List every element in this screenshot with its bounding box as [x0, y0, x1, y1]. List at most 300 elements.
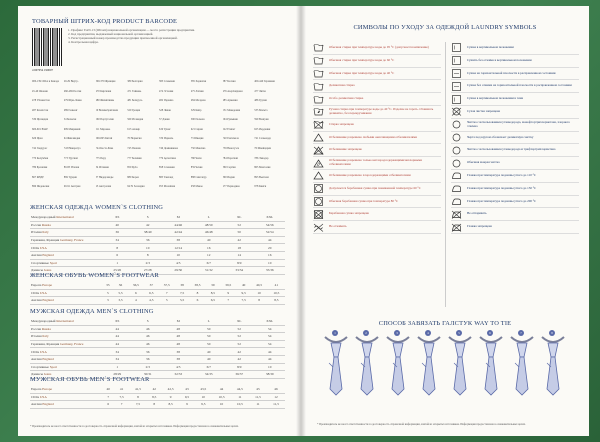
size-row-label: [30, 244, 102, 252]
size-cell: 44: [102, 340, 133, 348]
right-footnote: * Производитель не несет ответственности за достоверность справочной информации, взятой из открытых источников. Информация предоставлена в ознакомительных целях.: [317, 423, 526, 426]
size-cell: 42: [224, 236, 255, 244]
size-cell: 44: [102, 333, 133, 341]
barcode-note: 2. Код предприятия, выдаваемый национальной организацией.: [68, 32, 154, 36]
size-cell: 50: [224, 229, 255, 237]
size-cell: 42,5: [161, 386, 179, 393]
book-spine: [296, 6, 306, 436]
country-code-entry: 958 Макао: [190, 185, 203, 189]
size-label-ru: Международный: [31, 319, 57, 324]
country-code-entry: 478 Узбекистан: [32, 99, 50, 103]
no-bleach-icon: [313, 146, 324, 155]
tie-illustration-icon: [323, 333, 349, 397]
size-cell: 2/3: [133, 259, 164, 267]
size-cell: 50: [194, 333, 225, 341]
size-label-ru: Англия: [31, 357, 43, 362]
care-symbol-row: [451, 144, 579, 157]
size-cell: 9,5: [194, 401, 212, 409]
size-cell: 38: [163, 355, 194, 363]
care-symbol-text: Деликатная стирка: [329, 83, 355, 88]
care-symbol-text: Допускается барабанная сушка при пониженной температуре 60 °C: [329, 185, 421, 190]
size-cell: 8: [102, 244, 133, 252]
care-symbol-text: Обычная барабанная сушка при температуре 80 °C: [329, 198, 399, 203]
country-code-entry: 476 Азербайджан: [222, 89, 243, 93]
size-cell: 40,5: [250, 282, 267, 289]
size-cell: 48: [163, 340, 194, 348]
size-cell: 10: [133, 244, 164, 252]
size-label-en: International: [56, 319, 74, 324]
size-cell: 10: [194, 393, 212, 401]
country-code-entry: 599 Венгрия: [254, 118, 269, 122]
country-code-entry: 486 Грузия: [254, 99, 267, 103]
barcode-note: 4. Контрольная цифра.: [68, 40, 99, 44]
size-cell: 16: [255, 251, 286, 259]
drip-dry-icon: [451, 43, 462, 52]
size-cell: 33/34: [224, 267, 255, 275]
country-code-entry: 860 Сербия: [222, 166, 236, 170]
size-cell: 34: [102, 236, 133, 244]
size-cell: 42: [133, 221, 164, 229]
care-symbol-text: Черта под кругом обозначает деликатную чистку: [467, 134, 534, 139]
size-cell: 36: [133, 355, 164, 363]
womens-clothing-table: [30, 214, 285, 275]
size-cell: 46: [133, 325, 164, 333]
country-code-entry: 80-83 Италия: [63, 166, 80, 170]
country-code-entry: 743 Никарагуа: [63, 147, 81, 151]
barcode-number: 4 607054 190007: [32, 68, 53, 72]
size-cell: 42: [224, 348, 255, 356]
country-code-entry: 482 Украина: [159, 99, 174, 103]
size-cell: L: [194, 214, 225, 221]
country-code-entry: 858 Словакия: [159, 166, 175, 170]
size-cell: 52: [224, 333, 255, 341]
tie-title-ru: СПОСОБ ЗАВЯЗАТЬ ГАЛСТУК: [378, 320, 473, 327]
size-cell: S: [133, 214, 164, 221]
size-label-en: Jeans: [43, 372, 52, 377]
country-code-entry: 460-469 Россия: [63, 89, 82, 93]
country-code-entry: 780 Чили: [190, 156, 202, 160]
size-cell: 3: [102, 297, 114, 305]
care-symbol-row: [313, 208, 441, 221]
size-cell: 35: [102, 282, 114, 289]
size-row: [30, 259, 285, 267]
country-code-entry: 90-91 Австрия: [63, 185, 81, 189]
size-cell: 38/40: [133, 229, 164, 237]
size-cell: 8: [147, 401, 161, 409]
size-label-en: Russia: [41, 326, 51, 331]
size-cell: 7,5: [175, 289, 189, 297]
country-code-entry: 54 Бельгия: [63, 118, 77, 122]
size-cell: 40: [194, 348, 225, 356]
country-code-entry: 520 Греция: [127, 108, 140, 112]
size-label-ru: Англия: [31, 253, 43, 258]
country-code-entry: 474 Эстония: [159, 89, 174, 93]
size-label-en: England: [42, 298, 54, 303]
size-cell: 44: [212, 386, 230, 393]
care-symbol-text: Отбеливание разрешено только кислородсодержащими/нехлорными отбеливателями: [329, 158, 422, 167]
size-cell: 39: [206, 282, 220, 289]
care-symbols-right: [451, 42, 579, 234]
care-symbol-text: Ручная стирка при температуре воды до 40 °C. Изделие не тереть. Отжимать деликатно, без перекручивания: [329, 107, 434, 115]
care-symbol-text: Сушка в вертикальном положении в тени: [467, 96, 524, 101]
country-code-entry: 759 Венесуэла: [222, 147, 240, 151]
country-code-entry: 93 Австралия: [95, 185, 112, 189]
size-cell: 38: [163, 348, 194, 356]
size-cell: 8: [129, 393, 147, 401]
size-cell: 46: [133, 340, 164, 348]
size-cell: 10,5: [268, 289, 285, 297]
size-cell: 4: [127, 297, 144, 305]
size-row: [30, 325, 285, 333]
care-symbol-row: [451, 68, 579, 81]
size-cell: 5: [102, 289, 114, 297]
size-cell: 34: [102, 348, 133, 356]
size-cell: 4/5: [163, 363, 194, 371]
hand-wash-icon: [313, 107, 324, 116]
size-row-label: [30, 363, 102, 371]
care-symbol-text: Сушить без отжима в вертикальном положении: [467, 57, 532, 62]
size-cell: 39,5: [220, 282, 237, 289]
size-cell: 7,5: [129, 401, 147, 409]
size-cell: 11: [231, 393, 249, 401]
country-code-entry: 70 Норвегия: [127, 137, 142, 141]
size-label-en: Sport: [49, 364, 58, 369]
size-cell: 8/9: [224, 363, 255, 371]
tie-title-en: WAY TO TIE: [474, 320, 512, 327]
country-code-entry: 73 Швеция: [190, 137, 204, 141]
tie-step-number: 6: [487, 330, 493, 336]
country-code-entry: 560 Португалия: [95, 118, 114, 122]
size-cell: XS: [102, 214, 133, 221]
care-symbol-text: Отбеливание разрешено хлорсодержащими отбеливателями: [329, 172, 411, 177]
mens-clothing-heading: [30, 308, 154, 315]
mens-clothing-table: [30, 318, 285, 379]
care-symbol-text: Обычная стирка при температуре воды до 40 °C: [329, 70, 395, 75]
left-page: [18, 6, 301, 436]
size-cell: 7: [114, 401, 128, 409]
no-wring-icon: [313, 223, 324, 232]
country-code-entry: 479 Шри-Ланка: [63, 99, 82, 103]
size-label-ru: Спортивные: [31, 260, 50, 265]
tie-illustration-icon: [354, 333, 380, 397]
barcode-note: 3. Регистрационный номер производства продукции присвоенной организацией.: [68, 36, 178, 40]
size-cell: XXL: [255, 214, 286, 221]
care-symbol-row: [451, 221, 579, 234]
size-cell: 48/50: [194, 221, 225, 229]
care-symbol-text: Глажка при температуре подошвы утюга до 150 °C: [467, 185, 537, 190]
size-cell: 14: [224, 251, 255, 259]
size-row: [30, 393, 285, 401]
care-symbol-text: Глажка запрещена: [467, 224, 492, 229]
country-code-entry: 569 Исландия: [127, 118, 144, 122]
country-code-entry: 387 Босния: [222, 80, 236, 83]
iron-110-icon: [451, 171, 462, 180]
size-row-label: [30, 282, 102, 289]
wash-40-icon: [313, 69, 324, 78]
country-code-entry: 880 Корея: [127, 175, 139, 179]
size-cell: 46: [133, 333, 164, 341]
size-label-en: England: [42, 253, 54, 258]
size-row-label: [30, 348, 102, 356]
care-symbol-text: Не отжимать: [329, 224, 347, 229]
size-label-en: USA: [39, 245, 47, 250]
size-row: [30, 244, 285, 252]
size-cell: 9: [220, 289, 237, 297]
care-symbol-row: [451, 119, 579, 132]
size-cell: 6: [127, 289, 144, 297]
wash-60-icon: [313, 56, 324, 65]
tumble-low-icon: [313, 184, 324, 193]
country-code-entry: 741 Сальвадор: [254, 137, 272, 141]
size-cell: 8: [189, 289, 206, 297]
womens-footwear-title-en: WOMEN`S FOOTWEAR: [88, 272, 160, 279]
country-code-entry: 528 Ливан: [159, 108, 171, 112]
size-row-label: [30, 386, 102, 393]
country-code-entry: 977 Периодика: [222, 185, 240, 189]
size-cell: 6: [189, 297, 206, 305]
size-row-label: [30, 297, 102, 305]
size-row: [30, 229, 285, 237]
size-cell: 45: [249, 386, 267, 393]
tie-step-number: 4: [425, 330, 431, 336]
size-cell: 5,5: [175, 297, 189, 305]
country-code-entry: 786 Эквадор: [254, 156, 269, 160]
iron-200-icon: [451, 197, 462, 206]
country-code-entry: 489 Гонконг: [63, 108, 78, 112]
size-cell: 6,5: [206, 297, 220, 305]
size-cell: 8,5: [147, 393, 161, 401]
size-cell: 6,5: [145, 289, 159, 297]
size-row-label: [30, 333, 102, 341]
size-label-ru: Англия: [31, 402, 43, 407]
tie-step-number: 7: [518, 330, 524, 336]
country-code-entry: 626 Иран: [32, 137, 43, 141]
barcode-note: 1. Префикс EAN-13 (Штамп) национальной организации — место регистрации предприятия.: [68, 28, 195, 32]
country-code-entry: 899 Индонезия: [32, 185, 50, 189]
care-symbol-text: Сушка без отжима на горизонтальной плоскости в расправленном состоянии: [467, 83, 572, 88]
size-cell: 11: [249, 401, 267, 409]
size-row-label: [30, 325, 102, 333]
country-code-entry: 955 Малайзия: [159, 185, 176, 189]
size-cell: 36/37: [224, 371, 255, 379]
care-symbol-text: Сухая чистка запрещена: [467, 108, 501, 113]
size-cell: 50: [194, 325, 225, 333]
country-code-entry: 777 Боливия: [127, 156, 142, 160]
country-code-entry: 600-601 ЮАР: [32, 127, 48, 131]
size-cell: 4/5: [163, 259, 194, 267]
size-cell: 10: [163, 251, 194, 259]
country-code-entry: 744 Коста-Рика: [95, 147, 114, 151]
dry-flat-nowring-icon: [451, 82, 462, 91]
size-label-en: Europe: [42, 283, 53, 288]
mens-footwear-table: [30, 386, 285, 409]
care-symbol-row: [451, 170, 579, 183]
size-cell: 48: [163, 333, 194, 341]
bleach-oxygen-icon: [313, 159, 324, 168]
tie-illustration-icon: [478, 333, 504, 397]
care-symbol-text: Чистка с использованием углеводорода, монофтортрихлорметана, хлорного этилена: [467, 119, 570, 128]
country-code-entry: 380 Болгария: [127, 80, 143, 83]
country-code-entry: 383 Словения: [159, 80, 175, 83]
care-title-ru: СИМВОЛЫ ПО УХОДУ ЗА ОДЕЖДОЙ: [353, 24, 470, 31]
size-row: [30, 282, 285, 289]
care-symbol-row: [313, 42, 441, 55]
size-row-label: [30, 259, 102, 267]
size-cell: 8/9: [224, 259, 255, 267]
country-code-entry: 885 Таиланд: [159, 175, 174, 179]
size-cell: 11,5: [267, 401, 285, 409]
size-cell: 44: [255, 355, 286, 363]
country-code-entry: 471 Тайвань: [127, 89, 142, 93]
size-row: [30, 251, 285, 259]
size-cell: 48: [163, 325, 194, 333]
care-symbol-row: [313, 132, 441, 145]
size-label-ru: Россия: [31, 222, 42, 227]
country-code-entry: 622 Египет: [222, 127, 236, 131]
size-row: [30, 214, 285, 221]
iron-150-icon: [451, 184, 462, 193]
size-cell: 38: [163, 236, 194, 244]
size-label-en: International: [56, 215, 74, 220]
care-symbol-text: Глажка при температуре подошвы утюга до 110 °C: [467, 172, 537, 177]
size-label-en: Italy: [42, 230, 49, 235]
care-symbol-row: [451, 208, 579, 221]
size-label-ru: Европа: [31, 387, 43, 392]
care-symbol-row: [451, 93, 579, 106]
size-cell: 46: [267, 386, 285, 393]
size-label-ru: Европа: [31, 283, 43, 288]
tie-illustration-icon: [540, 333, 566, 397]
tie-step: [323, 333, 349, 397]
care-symbol-row: [313, 157, 441, 170]
size-row-label: [30, 289, 102, 297]
country-code-entry: 480 Филиппины: [95, 99, 115, 103]
size-cell: 36: [133, 348, 164, 356]
size-row: [30, 401, 285, 409]
country-code-entry: 94 Н. Зеландия: [127, 185, 145, 189]
country-code-entry: 84 Испания: [95, 166, 109, 170]
iron-forbidden-icon: [451, 223, 462, 232]
tie-step: [540, 333, 566, 397]
dryclean-any-icon: [451, 120, 462, 129]
size-cell: 1: [102, 363, 133, 371]
womens-clothing-title-ru: ЖЕНСКАЯ ОДЕЖДА: [30, 204, 94, 211]
size-label-en: USA: [39, 349, 47, 354]
care-divider: [445, 42, 446, 307]
size-cell: XXL: [255, 318, 286, 325]
care-symbol-row: [451, 196, 579, 209]
size-label-ru: Спортивные: [31, 364, 50, 369]
size-cell: 40: [102, 386, 114, 393]
tie-step-number: 5: [456, 330, 462, 336]
care-symbol-row: [451, 80, 579, 93]
country-code-entry: 729 Израиль: [159, 137, 174, 141]
size-cell: 6: [102, 401, 114, 409]
tie-illustration-icon: [416, 333, 442, 397]
country-code-entry: 484 Молдова: [190, 99, 206, 103]
size-cell: 12: [267, 393, 285, 401]
country-code-entry: 770 Колумбия: [32, 156, 49, 160]
country-code-entry: 535 Мальта: [254, 108, 268, 112]
country-code-entry: 740 Гватемала: [222, 137, 239, 141]
country-code-entry: 64 Финляндия: [63, 137, 81, 141]
barcode-heading: [32, 18, 177, 25]
size-label-ru: Джинсы: [31, 372, 44, 377]
tie-step-number: 2: [363, 330, 369, 336]
country-code-entry: 690-695 Китай: [95, 137, 113, 141]
size-cell: 3,5: [114, 297, 128, 305]
tie-illustration-icon: [447, 333, 473, 397]
country-code-entry: 385 Хорватия: [190, 80, 207, 83]
size-cell: 28/29: [102, 371, 133, 379]
care-symbol-row: [313, 93, 441, 106]
size-label-en: Sport: [49, 260, 58, 265]
size-cell: 6/7: [194, 363, 225, 371]
size-label-en: Europe: [42, 387, 53, 392]
womens-footwear-title-ru: ЖЕНСКАЯ ОБУВЬ: [30, 272, 87, 279]
size-cell: 37,5: [158, 282, 175, 289]
size-label-ru: Германия, Франция: [31, 238, 61, 243]
country-code-entry: 859 Чехия: [190, 166, 203, 170]
bleach-icon: [313, 133, 324, 142]
tie-illustration-icon: [385, 333, 411, 397]
tie-illustration-icon: [509, 333, 535, 397]
country-code-entry: 742 Гондурас: [32, 147, 48, 151]
country-code-entry: 000-139 США и Канада: [32, 80, 59, 83]
size-cell: 46/48: [194, 229, 225, 237]
size-cell: 29/30: [163, 267, 194, 275]
size-cell: 44: [255, 236, 286, 244]
care-title-en: LAUNDRY SYMBOLS: [471, 24, 537, 31]
care-symbol-row: [451, 183, 579, 196]
size-label-ru: США: [31, 394, 40, 399]
mens-footwear-title-en: MEN`S FOOTWEAR: [89, 376, 150, 383]
size-cell: 44: [255, 348, 286, 356]
size-cell: 18: [224, 244, 255, 252]
country-code-entry: 609 Маврикий: [63, 127, 81, 131]
size-cell: 8,5: [161, 401, 179, 409]
size-label-ru: Россия: [31, 326, 42, 331]
size-cell: L: [194, 318, 225, 325]
size-cell: 6: [102, 251, 133, 259]
size-cell: 12/14: [163, 244, 194, 252]
size-cell: 41: [114, 386, 128, 393]
size-cell: 38/39: [255, 371, 286, 379]
tie-step-number: 3: [394, 330, 400, 336]
care-symbol-text: Обычная стирка при температуре воды до 95 °C (допускается кипячение): [329, 44, 429, 49]
care-symbol-text: Не отпаривать: [467, 211, 487, 216]
size-cell: S: [133, 318, 164, 325]
dry-flat-icon: [451, 69, 462, 78]
country-code-entry: 850 Куба: [127, 166, 138, 170]
size-label-en: England: [42, 357, 54, 362]
size-row-label: [30, 340, 102, 348]
dryclean-cross-icon: [451, 133, 462, 142]
womens-footwear-table: [30, 282, 285, 305]
size-cell: 36,5: [127, 282, 144, 289]
care-symbol-row: [313, 106, 441, 119]
country-code-entry: 539 Ирландия: [32, 118, 48, 122]
tie-step: [385, 333, 411, 397]
size-cell: 4,5: [145, 297, 159, 305]
country-code-entry: 869 Турция: [63, 175, 77, 179]
size-cell: 11,5: [249, 393, 267, 401]
wet-clean-icon: [451, 159, 462, 168]
country-code-list: [32, 80, 282, 195]
size-cell: 27/28: [133, 267, 164, 275]
size-label-ru: Англия: [31, 298, 43, 303]
care-symbol-row: [451, 157, 579, 170]
